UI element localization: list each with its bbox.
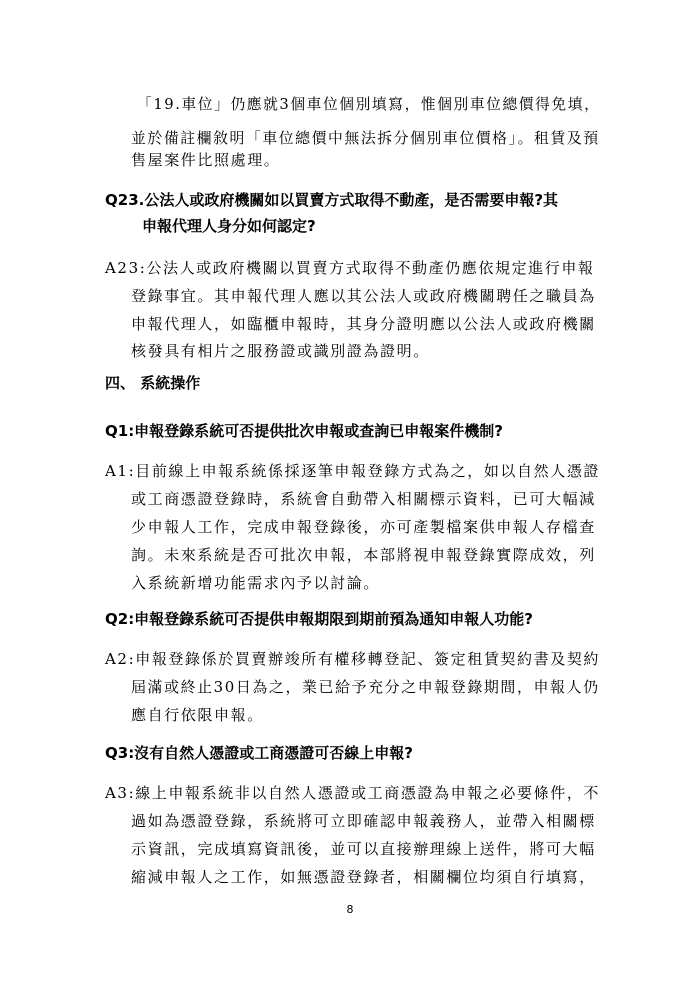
answer-line: A1:目前線上申報系統係採逐筆申報登錄方式為之，如以自然人憑證 (105, 462, 601, 480)
answer-line: 應自行依限申報。 (131, 706, 264, 724)
answer-line: 示資訊，完成填寫資訊後，並可以直接辦理線上送件，將可大幅 (131, 840, 596, 858)
section-heading: 四、 系統操作 (105, 374, 201, 392)
text-line: 並於備註欄敘明「車位總價中無法拆分個別車位價格」。租賃及預 (131, 129, 600, 147)
answer-line: 申報代理人，如臨櫃申報時，其身分證明應以公法人或政府機關 (131, 315, 596, 333)
answer-line: 縮減申報人之工作，如無憑證登錄者，相關欄位均須自行填寫， (131, 868, 596, 886)
question-heading: Q1:申報登錄系統可否提供批次申報或查詢已申報案件機制? (105, 422, 503, 440)
answer-line: 屆滿或終止30日為之，業已給予充分之申報登錄期間，申報人仍 (131, 678, 600, 696)
answer-line: 核發具有相片之服務證或識別證為證明。 (131, 342, 430, 360)
answer-line: 少申報人工作，完成申報登錄後，亦可產製檔案供申報人存檔查 (131, 518, 596, 536)
answer-line: 詢。未來系統是否可批次申報，本部將視申報登錄實際成效，列 (131, 546, 596, 564)
answer-line: 或工商憑證登錄時，系統會自動帶入相關標示資料，已可大幅減 (131, 490, 596, 508)
question-heading: 申報代理人身分如何認定? (142, 217, 316, 235)
question-heading: Q2:申報登錄系統可否提供申報期限到期前預為通知申報人功能? (105, 610, 533, 628)
question-heading: Q23.公法人或政府機關如以買賣方式取得不動產，是否需要申報?其 (105, 191, 559, 209)
answer-line: A23:公法人或政府機關以買賣方式取得不動產仍應依規定進行申報 (105, 259, 595, 277)
answer-line: A2:申報登錄係於買賣辦竣所有權移轉登記、簽定租賃契約書及契約 (105, 650, 601, 668)
question-heading: Q3:沒有自然人憑證或工商憑證可否線上申報? (105, 744, 413, 762)
answer-line: 登錄事宜。其申報代理人應以其公法人或政府機關聘任之職員為 (131, 287, 596, 305)
answer-line: 過如為憑證登錄，系統將可立即確認申報義務人，並帶入相關標 (131, 812, 596, 830)
text-line: 「19.車位」仍應就3個車位個別填寫，惟個別車位總價得免填， (137, 95, 601, 113)
answer-line: 入系統新增功能需求內予以討論。 (131, 574, 381, 592)
text-line: 售屋案件比照處理。 (131, 151, 281, 169)
answer-line: A3:線上申報系統非以自然人憑證或工商憑證為申報之必要條件，不 (105, 784, 601, 802)
page-number: 8 (346, 903, 354, 916)
